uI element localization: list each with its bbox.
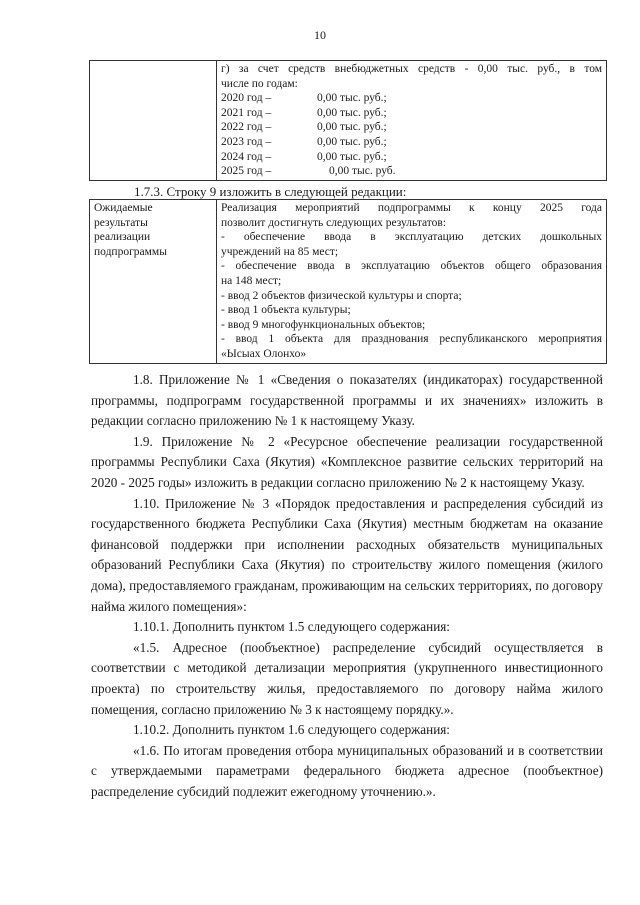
year-amount: 0,00 тыс. руб.;: [317, 121, 387, 134]
paragraph-1-10-2: 1.10.2. Дополнить пунктом 1.6 следующего содержания:: [133, 722, 450, 738]
results-table-label-cell: [90, 200, 217, 364]
funding-year-row: [221, 164, 602, 179]
year-label: 2020 год –: [221, 92, 272, 105]
results-table: [89, 199, 607, 364]
results-line: позволит достигнуть следующих результатов:: [221, 216, 447, 229]
results-line: - ввод 9 многофункциональных объектов;: [221, 318, 426, 331]
year-label: 2023 год –: [221, 135, 272, 148]
paragraph-1-5-quote: «1.5. Адресное (пообъектное) распределение субсидий осуществляется в соответствии с методикой детализации мероприятия (укрупненного инвестиционного проекта) по строительству жилья, предоставляемого по договору найма жилого помещения, согласно приложению № 3 к настоящему порядку.».: [91, 639, 603, 717]
results-label-line: подпрограммы: [94, 245, 167, 258]
funding-year-row: [221, 150, 602, 165]
funding-intro-cont: числе по годам:: [221, 77, 298, 90]
results-line: - обеспечение ввода в эксплуатацию детских дошкольных: [221, 231, 602, 244]
document-body: [91, 370, 603, 802]
results-label-line: результаты: [94, 216, 148, 229]
results-line: - ввод 1 объекта культуры;: [221, 304, 351, 317]
year-label: 2025 год –: [221, 165, 272, 178]
results-line: - ввод 1 объекта для празднования республиканского мероприятия: [221, 333, 602, 346]
results-line: Реализация мероприятий подпрограммы к концу 2025 года: [221, 202, 602, 214]
results-label-line: реализации: [94, 231, 151, 244]
year-amount: 0,00 тыс. руб.;: [317, 150, 387, 163]
page-number: 10: [314, 28, 326, 42]
year-label: 2024 год –: [221, 150, 272, 163]
results-line: на 148 мест;: [221, 274, 282, 287]
year-amount: 0,00 тыс. руб.;: [317, 135, 387, 148]
paragraph-1-9: 1.9. Приложение № 2 «Ресурсное обеспечение реализации государственной программы Республики Саха (Якутия) «Комплексное развитие сельских территорий на 2020 - 2025 годы» изложить в редакции согласно приложению № 2 к настоящему Указу.: [91, 433, 603, 490]
year-amount: 0,00 тыс. руб.;: [317, 92, 387, 105]
funding-year-row: [221, 106, 602, 121]
results-line: учреждений на 85 мест;: [221, 245, 339, 258]
paragraph-1-10-1: 1.10.1. Дополнить пунктом 1.5 следующего содержания:: [133, 619, 450, 635]
year-label: 2021 год –: [221, 106, 272, 119]
funding-year-row: [221, 120, 602, 135]
funding-table: [89, 60, 607, 181]
funding-year-row: [221, 91, 602, 106]
section-1-7-3-heading: 1.7.3. Строку 9 изложить в следующей редакции:: [134, 184, 407, 199]
results-line: «Ысыах Олонхо»: [221, 347, 307, 360]
funding-intro: г) за счет средств внебюджетных средств - 0,00 тыс. руб., в том: [221, 63, 602, 75]
results-line: - ввод 2 объектов физической культуры и спорта;: [221, 289, 462, 302]
paragraph-1-8: 1.8. Приложение № 1 «Сведения о показателях (индикаторах) государственной программы, подпрограмм государственной программы и их значениях» изложить в редакции согласно приложению № 1 к настоящему Указу.: [91, 372, 603, 429]
results-line: - обеспечение ввода в эксплуатацию объектов общего образования: [221, 260, 602, 273]
year-label: 2022 год –: [221, 121, 272, 134]
funding-year-row: [221, 135, 602, 150]
year-amount: 0,00 тыс. руб.: [329, 165, 396, 178]
paragraph-1-6-quote: «1.6. По итогам проведения отбора муниципальных образований и в соответствии с утверждаемыми параметрами федерального бюджета адресное (пообъектное) распределение субсидий подлежит ежегодному уточнению.».: [91, 742, 603, 799]
results-label-line: Ожидаемые: [94, 202, 153, 214]
results-table-content-cell: [217, 200, 607, 364]
funding-table-left-cell: [90, 61, 217, 181]
year-amount: 0,00 тыс. руб.;: [317, 106, 387, 119]
paragraph-1-10: 1.10. Приложение № 3 «Порядок предоставления и распределения субсидий из государственного бюджета Республики Саха (Якутия) местным бюджетам на оказание финансовой поддержки при исполнении расходных обязательств муниципальных образований Республики Саха (Якутия) по строительству жилого помещения (жилого дома), предоставляемого гражданам, проживающим на сельских территориях, по договору найма жилого помещения»:: [91, 495, 603, 614]
funding-table-right-cell: [217, 61, 607, 181]
